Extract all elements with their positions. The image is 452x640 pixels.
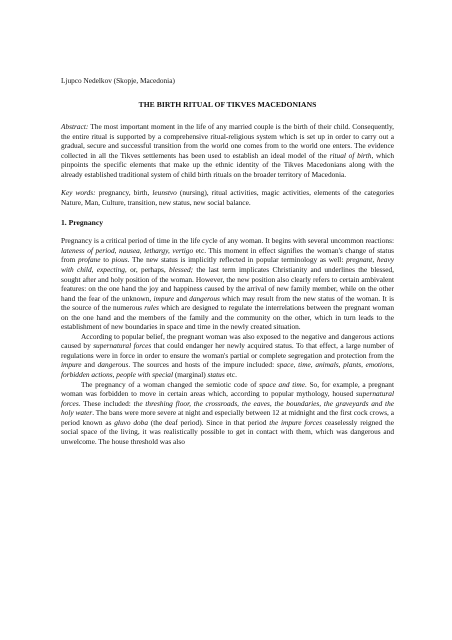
abstract-paragraph	[61, 122, 394, 179]
text-run: . So, for example, a pregnant woman was forbidden to move in certain areas which, according to popular mythology, housed	[61, 379, 395, 399]
italic-run: impure	[61, 360, 82, 370]
section-heading: 1. Pregnancy	[61, 218, 104, 228]
italic-run: space and time	[259, 379, 305, 389]
italic-run: dangerous	[97, 360, 129, 370]
text-run: and	[174, 293, 190, 303]
text-run: (the deaf period). Since in that period	[148, 417, 270, 427]
text-run: etc.	[224, 370, 237, 380]
text-run: etc. This moment in effect signifies the woman's change of status from	[61, 245, 394, 265]
keywords-emphasis: leunstvo	[152, 188, 177, 198]
body-paragraph-2	[61, 332, 394, 380]
abstract-emphasis: ritual of birth	[329, 150, 372, 160]
text-run: which are designed to regulate the interrelations between the pregnant woman on the one hand and the members of the family and the community on the other, which in turn leads to the establishment of new boundaries in space and time in the newly created situation.	[61, 303, 394, 332]
text-run: which may result from the new status of the woman. It is the source of the numerous	[61, 293, 395, 313]
italic-run: pregnant, heavy with child, expecting,	[61, 255, 394, 275]
italic-run: supernatural forces	[61, 389, 394, 408]
text-run: the last term implicates Christianity and underlines the blessed, sought after and holy position of the woman. However, the new position also clearly refers to certain ambivalent features: on the one hand the joy and happiness caused by the arrival of new family member, while on the other hand the fear of the unknown,	[61, 265, 394, 303]
italic-run: status	[207, 370, 225, 380]
italic-run: the threshing floor, the crossroads, the eaves, the boundaries, the graveyards and the holy water	[61, 398, 394, 418]
text-run: or, perhaps,	[126, 265, 170, 275]
italic-run: dangerous	[189, 293, 220, 303]
text-run: . The new status is implicitly reflected in popular terminology as well:	[127, 255, 347, 265]
italic-run: blessed;	[169, 265, 194, 275]
text-run: According to popular belief, the pregnant woman was also exposed to the negative and dangerous actions caused by	[61, 331, 394, 351]
abstract-text: , which pinpoints the specific elements that make up the ethnic identity of the Tikves Macedonians along with the already established traditional system of child birth rituals on the broader territory of Macedonia.	[61, 150, 395, 179]
keywords-text: pregnancy, birth,	[95, 188, 153, 198]
text-run: Pregnancy is a critical period of time in the life cycle of any woman. It begins with several uncommon reactions:	[61, 236, 394, 246]
text-run: . The sources and hosts of the impure included:	[128, 360, 277, 370]
body-paragraph-3	[61, 380, 394, 447]
paper-title: THE BIRTH RITUAL OF TIKVES MACEDONIANS	[138, 100, 317, 109]
text-run: . These included:	[78, 398, 134, 408]
text-run: The pregnancy of a woman changed the semiotic code of	[81, 379, 260, 389]
body-paragraph-1	[61, 236, 394, 331]
italic-run: pious	[111, 255, 128, 265]
italic-run: supernatural forces	[93, 341, 152, 351]
text-run: (marginal)	[172, 370, 208, 380]
italic-run: profane	[77, 255, 101, 265]
keywords-label: Key words:	[61, 188, 96, 198]
italic-run: the impure forces	[269, 417, 322, 427]
keywords-paragraph	[61, 188, 394, 207]
italic-run: rules	[144, 303, 159, 313]
author-line: Ljupco Nedelkov (Skopje, Macedonia)	[61, 76, 175, 85]
text-run: and	[81, 360, 98, 370]
abstract-label: Abstract:	[61, 122, 89, 131]
italic-run: impure	[153, 293, 175, 303]
text-run: to	[100, 255, 112, 265]
text-run: ceaselessly reigned the social space of the living, it was realistically possible to get in contact with them, which was dangerous and unwelcome. The house threshold was also	[61, 417, 394, 446]
abstract-text: The most important moment in the life of any married couple is the birth of their child. Consequently, the entire ritual is supported by a comprehensive ritual-religious system which is set up in order to carry out a gradual, secure and successful transition from the world one comes from to the world one enters. The evidence collected in all the Tikves settlements has been used to establish an ideal model of the	[61, 122, 394, 160]
keywords-text: (nursing), ritual activities, magic activities, elements of the categories Nature, Man, Culture, transition, new status, new social balance.	[61, 188, 395, 207]
italic-run: gluvo doba	[114, 417, 149, 427]
italic-run: lateness of period, nausea, lethargy, vertigo	[61, 245, 194, 255]
text-run: that could endanger her newly acquired status. To that effect, a large number of regulations were in force in order to ensure the woman's partial or complete segregation and protection from the	[61, 341, 394, 360]
text-run: . The bans were more severe at night and especially between 12 at midnight and the first cock crows, a period known as	[61, 408, 394, 427]
italic-run: space, time, animals, plants, emotions, forbidden actions, people with special	[61, 360, 395, 380]
